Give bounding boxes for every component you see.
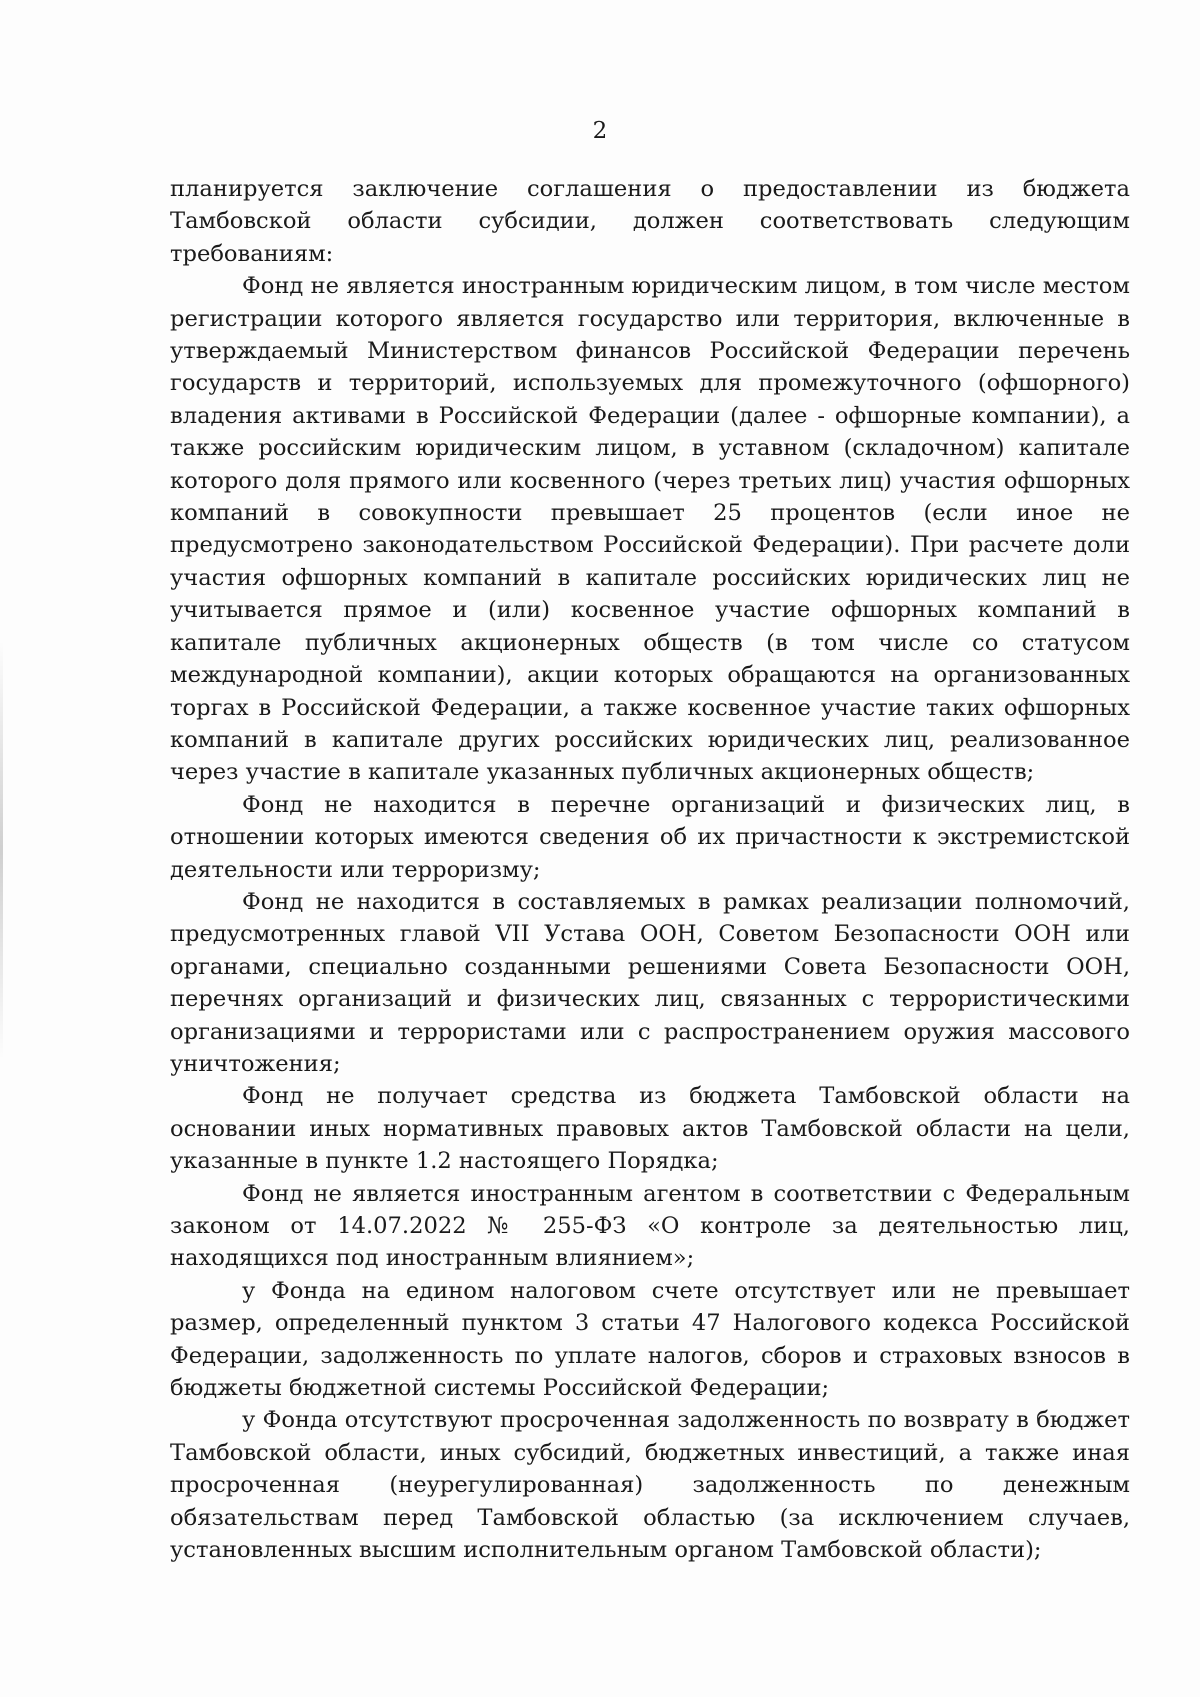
paragraph-overdue-debt: у Фонда отсутствуют просроченная задолженность по возврату в бюджет Тамбовской области, иных субсидий, бюджетных инвестиций, а также иная просроченная (неурегулированная) задолженность по денежным обязательствам перед Тамбовской областью (за исключением случаев, установленных высшим исполнительным органом Тамбовской области); xyxy=(170,1407,1130,1564)
paragraph-no-other-funding: Фонд не получает средства из бюджета Тамбовской области на основании иных нормативных правовых актов Тамбовской области на цели, указанные в пункте 1.2 настоящего Порядка; xyxy=(170,1083,1130,1175)
paragraph-offshore-requirement: Фонд не является иностранным юридическим лицом, в том числе местом регистрации которого является государство или территория, включенные в утверждаемый Министерством финансов Российской Федерации перечень государств и территорий, используемых для промежуточного (офшорного) владения активами в Российской Федерации (далее - офшорные компании), а также российским юридическим лицом, в уставном (складочном) капитале которого доля прямого или косвенного (через третьих лиц) участия офшорных компаний в совокупности превышает 25 процентов (если иное не предусмотрено законодательством Российской Федерации). При расчете доли участия офшорных компаний в капитале российских юридических лиц не учитывается прямое и (или) косвенное участие офшорных компаний в капитале публичных акционерных обществ (в том числе со статусом международной компании), акции которых обращаются на организованных торгах в Российской Федерации, а также косвенное участие таких офшорных компаний в капитале других российских юридических лиц, реализованное через участие в капитале указанных публичных акционерных обществ; xyxy=(170,273,1130,786)
scan-edge-shadow xyxy=(0,640,3,1060)
paragraph-un-sanctions-list: Фонд не находится в составляемых в рамках реализации полномочий, предусмотренных главой VII Устава ООН, Советом Безопасности ООН или органами, специально созданными решениями Совета Безопасности ООН, перечнях организаций и физических лиц, связанных с террористическими организациями и террористами или с распространением оружия массового уничтожения; xyxy=(170,888,1130,1077)
paragraph-continuation: планируется заключение соглашения о предоставлении из бюджета Тамбовской области субсидии, должен соответствовать следующим требованиям: xyxy=(170,176,1130,267)
page-number: 2 xyxy=(592,118,608,144)
paragraph-foreign-agent: Фонд не является иностранным агентом в соответствии с Федеральным законом от 14.07.2022 № 255-ФЗ «О контроле за деятельностью лиц, находящихся под иностранным влиянием»; xyxy=(170,1180,1130,1272)
document-body xyxy=(170,173,1130,1566)
paragraph-tax-debt: у Фонда на едином налоговом счете отсутствует или не превышает размер, определенный пунктом 3 статьи 47 Налогового кодекса Российской Федерации, задолженность по уплате налогов, сборов и страховых взносов в бюджеты бюджетной системы Российской Федерации; xyxy=(170,1277,1130,1402)
paragraph-extremism-list: Фонд не находится в перечне организаций и физических лиц, в отношении которых имеются сведения об их причастности к экстремистской деятельности или терроризму; xyxy=(170,791,1130,883)
